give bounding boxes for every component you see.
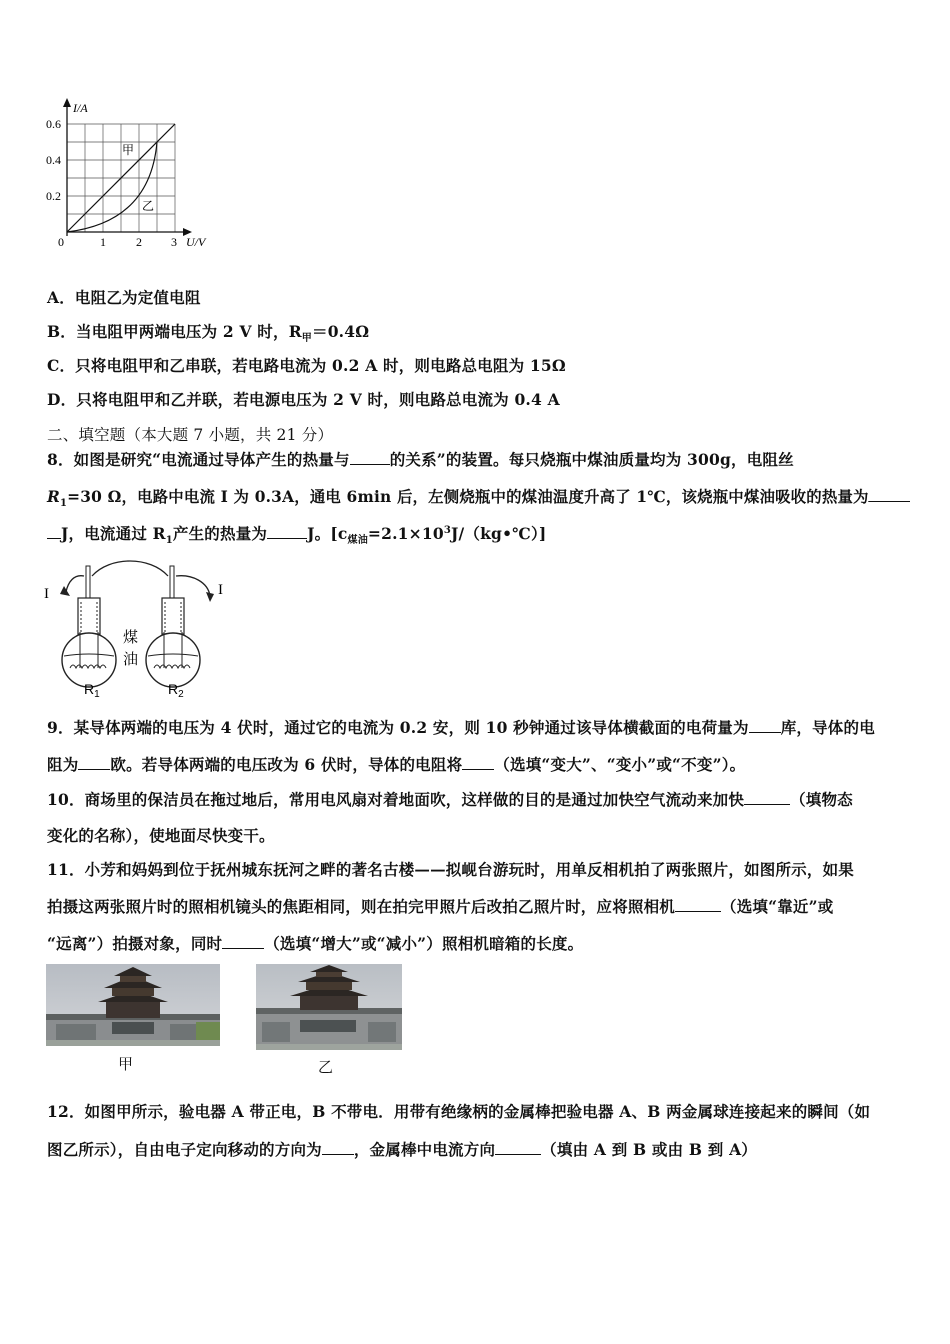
option-b	[47, 320, 369, 344]
q11-text: （选填“靠近”或	[721, 897, 834, 916]
r2-sub: 2	[178, 689, 184, 698]
q8-text: =2.1×10	[367, 524, 444, 543]
q9-text: 欧。若导体两端的电压改为 6 伏时，导体的电阻将	[110, 755, 463, 774]
q11-text: 拍摄这两张照片时的照相机镜头的焦距相同，则在拍完甲照片后改拍乙照片时，应将照相机	[47, 897, 676, 916]
curve-label-jia: 甲	[122, 143, 135, 157]
q10-text: 10．商场里的保洁员在拖过地后，常用电风扇对着地面吹，这样做的目的是通过加快空气流动来加快	[47, 790, 745, 809]
q11-blank-1[interactable]	[675, 897, 721, 912]
heating-apparatus-diagram	[40, 556, 240, 698]
q12-line-1: 12．如图甲所示，验电器 A 带正电，B 不带电．用带有绝缘柄的金属棒把验电器 A、B 两金属球连接起来的瞬间（如	[47, 1102, 871, 1121]
q8-sup: 3	[443, 524, 451, 536]
q10-line-1	[47, 788, 853, 810]
r2-letter: R	[168, 681, 179, 697]
q8-text: J。[c	[307, 524, 348, 543]
q8-line-1	[47, 448, 794, 470]
q9-blank-3[interactable]	[462, 755, 494, 770]
q11-line-3	[47, 932, 583, 954]
q11-blank-2[interactable]	[222, 934, 264, 949]
q9-text: （选填“变大”、“变小”或“不变”）。	[494, 755, 746, 774]
y-tick: 0.4	[46, 153, 61, 167]
q8-text: J/（kg•℃）]	[451, 524, 547, 543]
q10-text: （填物态	[790, 790, 853, 809]
q8-text: J，电流通过 R	[61, 524, 166, 543]
q12-text: （填由 A 到 B 或由 B 到 A）	[541, 1140, 758, 1159]
y-axis-label: I/A	[73, 101, 88, 115]
q10-blank-1[interactable]	[744, 790, 790, 805]
x-tick: 2	[136, 235, 142, 249]
option-d: D．只将电阻甲和乙并联，若电源电压为 2 V 时，则电路总电流为 0.4 A	[47, 390, 560, 409]
q12-blank-2[interactable]	[495, 1140, 541, 1155]
section-title: 二、填空题（本大题 7 小题，共 21 分）	[47, 426, 334, 444]
q8-line-3	[47, 522, 546, 546]
photo-caption-a: 甲	[118, 1055, 134, 1073]
x-axis-label: U/V	[186, 235, 206, 249]
q9-blank-1[interactable]	[749, 718, 781, 733]
q8-blank-2[interactable]	[869, 487, 911, 502]
tower-photo-a	[46, 964, 220, 1046]
wire-left	[66, 576, 84, 592]
q9-line-1	[47, 716, 875, 738]
liquid-label: 煤	[123, 628, 139, 646]
q11-line-2	[47, 895, 833, 917]
y-axis-arrow	[63, 98, 71, 107]
x-tick: 1	[100, 235, 106, 249]
q9-text: 库，导体的电	[780, 718, 875, 737]
curve-label-yi: 乙	[142, 199, 155, 213]
y-tick: 0.2	[46, 189, 61, 203]
q9-text: 9．某导体两端的电压为 4 伏时，通过它的电流为 0.2 安，则 10 秒钟通过该导体横截面的电荷量为	[47, 718, 749, 737]
current-label-right: I	[218, 582, 223, 598]
q9-line-2	[47, 753, 745, 775]
arrow-right	[206, 592, 214, 602]
q12-line-2	[47, 1138, 757, 1160]
q8-r-sub: 1	[60, 498, 68, 510]
flask-left	[62, 566, 116, 687]
q10-line-2: 变化的名称），使地面尽快变干。	[47, 826, 275, 845]
option-b-sub: 甲	[301, 333, 312, 345]
x-tick: 3	[171, 235, 177, 249]
tower-photo-b	[256, 964, 402, 1050]
q12-text: ，金属棒中电流方向	[353, 1140, 496, 1159]
q11-line-1: 11．小芳和妈妈到位于抚州城东抚河之畔的著名古楼——拟岘台游玩时，用单反相机拍了两张照片，如图所示，如果	[47, 860, 854, 879]
q8-text: 产生的热量为	[172, 524, 268, 543]
x-tick: 0	[58, 235, 64, 249]
q8-blank-2-cont[interactable]	[47, 524, 61, 539]
q9-text: 阻为	[47, 755, 79, 774]
q9-blank-2[interactable]	[78, 755, 110, 770]
q12-blank-1[interactable]	[322, 1140, 354, 1155]
q8-text: 8．如图是研究“电流通过导体产生的热量与	[47, 450, 350, 469]
current-label-left: I	[44, 586, 49, 602]
iu-graph	[40, 96, 220, 254]
q8-text: =30 Ω，电路中电流 I 为 0.3A，通电 6min 后，左侧烧瓶中的煤油温度升高了 1℃，该烧瓶中煤油吸收的热量为	[67, 487, 869, 506]
wire-right	[176, 576, 210, 596]
q8-sub: 煤油	[347, 535, 368, 547]
option-c: C．只将电阻甲和乙串联，若电路电流为 0.2 A 时，则电路总电阻为 15Ω	[47, 356, 566, 375]
q12-text: 图乙所示），自由电子定向移动的方向为	[47, 1140, 322, 1159]
q8-blank-3[interactable]	[267, 524, 307, 539]
flask-right	[146, 566, 200, 687]
photo-caption-b: 乙	[318, 1058, 334, 1076]
q11-text: “远离”）拍摄对象，同时	[47, 934, 223, 953]
option-b-suffix: ＝0.4Ω	[312, 322, 370, 341]
r1-letter: R	[84, 681, 95, 697]
arrow-left	[60, 586, 70, 596]
q8-text: 的关系”的装置。每只烧瓶中煤油质量均为 300g，电阻丝	[389, 450, 794, 469]
wire-top	[92, 561, 168, 576]
q8-blank-1[interactable]	[350, 450, 390, 465]
liquid-label: 油	[123, 650, 139, 668]
r1-sub: 1	[94, 689, 100, 698]
y-tick: 0.6	[46, 117, 61, 131]
q11-text: （选填“增大”或“减小”）照相机暗箱的长度。	[264, 934, 584, 953]
option-b-text: B．当电阻甲两端电压为 2 V 时，R	[47, 322, 302, 341]
q8-r-symbol: R	[47, 487, 61, 506]
q8-sub: 1	[165, 535, 173, 547]
q8-line-2	[47, 485, 910, 509]
option-a: A．电阻乙为定值电阻	[47, 288, 201, 307]
